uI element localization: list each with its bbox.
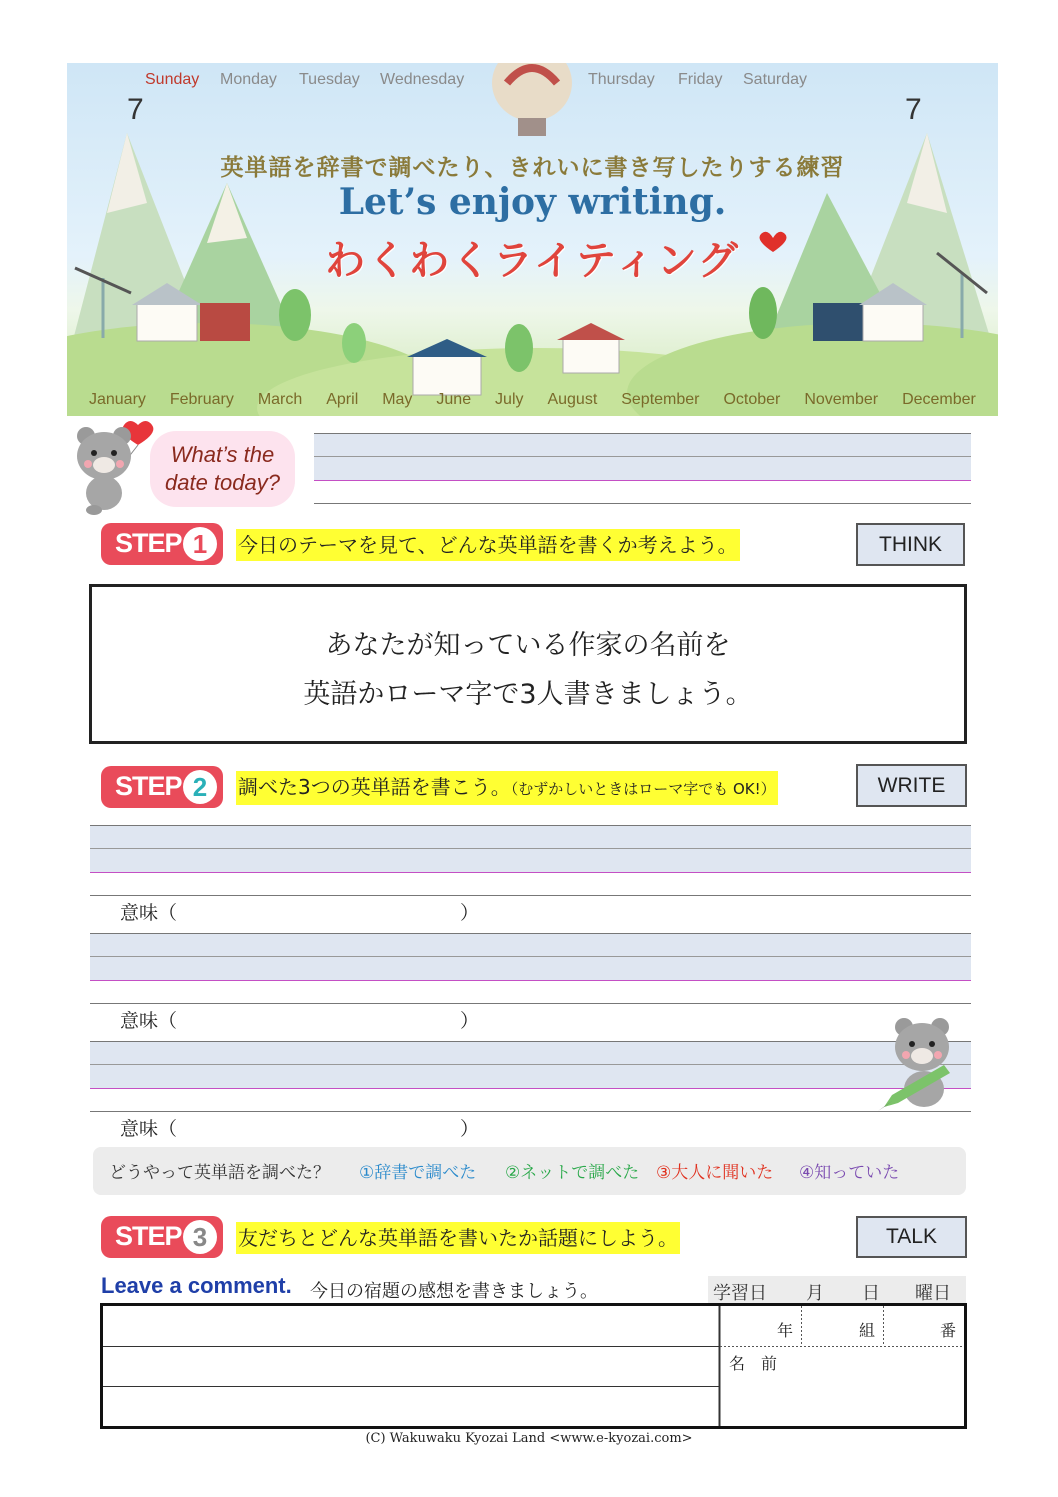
- theme-line1: あなたが知っている作家の名前を: [325, 630, 731, 661]
- comment-box: [100, 1303, 967, 1429]
- meaning-label: 意味（: [120, 1010, 178, 1032]
- month-label: September: [621, 391, 700, 408]
- month-label: August: [547, 391, 598, 408]
- step2-number: 2: [183, 770, 217, 804]
- month-label: November: [804, 391, 879, 408]
- talk-tag: TALK: [856, 1216, 967, 1258]
- meaning-label: 意味（: [120, 902, 178, 924]
- copyright-credit: (C) Wakuwaku Kyozai Land <www.e-kyozai.com>: [365, 1431, 693, 1446]
- comment-title-jp: 今日の宿題の感想を書きましょう。: [310, 1281, 598, 1302]
- step2-badge: [101, 766, 223, 808]
- month-label: June: [436, 391, 472, 408]
- month-field-label: 月: [806, 1283, 824, 1304]
- month-label: April: [326, 391, 359, 408]
- write-tag: WRITE: [856, 764, 967, 807]
- year-label: 年: [777, 1321, 794, 1340]
- study-date-bar: [708, 1276, 966, 1303]
- month-label: July: [495, 391, 524, 408]
- study-date-label: 学習日: [713, 1283, 767, 1304]
- day-label-friday: Friday: [678, 71, 723, 88]
- word-writing-lines[interactable]: [90, 1041, 971, 1113]
- header-banner: [67, 63, 998, 416]
- day-label-tuesday: Tuesday: [299, 71, 360, 88]
- month-label: May: [382, 391, 413, 408]
- number-label: 番: [940, 1321, 957, 1340]
- day-label-thursday: Thursday: [588, 71, 655, 88]
- step1-instruction: 今日のテーマを見て、どんな英単語を書くか考えよう。: [236, 529, 740, 561]
- theme-line2: 英語かローマ字で3人書きましょう。: [303, 679, 753, 710]
- month-label: March: [257, 391, 303, 408]
- step3-instruction: 友だちとどんな英単語を書いたか話題にしよう。: [236, 1222, 680, 1254]
- lookup-option-adult[interactable]: ③大人に聞いた: [656, 1163, 774, 1183]
- step1-label: STEP: [115, 528, 182, 558]
- lookup-question: どうやって英単語を調べた？: [109, 1163, 330, 1183]
- comment-line[interactable]: [103, 1306, 719, 1346]
- step1-number: 1: [183, 527, 217, 561]
- banner-title: わくわくライティング: [325, 238, 740, 284]
- date-question-line2: date today?: [165, 470, 280, 495]
- comment-line[interactable]: [103, 1347, 719, 1386]
- month-row: [67, 391, 998, 409]
- meaning-close: ）: [460, 1010, 480, 1032]
- word-writing-lines[interactable]: [90, 825, 971, 897]
- lookup-option-knew[interactable]: ④知っていた: [799, 1163, 900, 1183]
- lookup-option-internet[interactable]: ②ネットで調べた: [505, 1163, 640, 1183]
- theme-box: [89, 584, 967, 744]
- comment-line[interactable]: [103, 1387, 719, 1426]
- comment-title-en: Leave a comment.: [101, 1273, 292, 1298]
- date-writing-lines[interactable]: [314, 433, 971, 505]
- month-label: December: [902, 391, 976, 408]
- day-label-monday: Monday: [220, 71, 277, 88]
- day-number-left: 7: [127, 93, 144, 126]
- month-label: February: [169, 391, 234, 408]
- day-number-right: 7: [905, 93, 922, 126]
- month-label: October: [723, 391, 781, 408]
- date-question-line1: What’s the: [170, 442, 275, 467]
- step2-instruction-note: （むずかしいときはローマ字でも OK!）: [510, 780, 776, 798]
- bear-balloon-icon: [68, 420, 158, 515]
- date-question: [150, 441, 295, 497]
- banner-subtitle-en: Let’s enjoy writing.: [338, 181, 727, 223]
- meaning-close: ）: [460, 1118, 480, 1140]
- step2-instruction: [236, 771, 778, 805]
- day-label-sunday: Sunday: [145, 71, 200, 88]
- bear-pencil-icon: [870, 1013, 970, 1113]
- step3-number: 3: [183, 1220, 217, 1254]
- step3-badge: [101, 1216, 223, 1258]
- day-label-saturday: Saturday: [743, 71, 808, 88]
- month-label: January: [88, 391, 146, 408]
- step1-badge: [101, 523, 223, 565]
- word-writing-lines[interactable]: [90, 933, 971, 1005]
- meaning-close: ）: [460, 902, 480, 924]
- step2-instruction-main: 調べた3つの英単語を書こう。: [238, 775, 511, 799]
- step3-label: STEP: [115, 1221, 182, 1251]
- name-label: 名 前: [729, 1354, 778, 1373]
- class-label: 組: [859, 1321, 876, 1340]
- lookup-option-dictionary[interactable]: ①辞書で調べた: [359, 1163, 477, 1183]
- lookup-method-bar: [93, 1147, 966, 1195]
- name-field[interactable]: [720, 1347, 964, 1426]
- weekday-field-label: 曜日: [915, 1283, 951, 1304]
- step2-label: STEP: [115, 771, 182, 801]
- think-tag: THINK: [856, 523, 965, 566]
- banner-subtitle-jp: 英単語を辞書で調べたり、きれいに書き写したりする練習: [220, 155, 845, 181]
- meaning-label: 意味（: [120, 1118, 178, 1140]
- day-field-label: 日: [862, 1283, 880, 1304]
- day-label-wednesday: Wednesday: [380, 71, 465, 88]
